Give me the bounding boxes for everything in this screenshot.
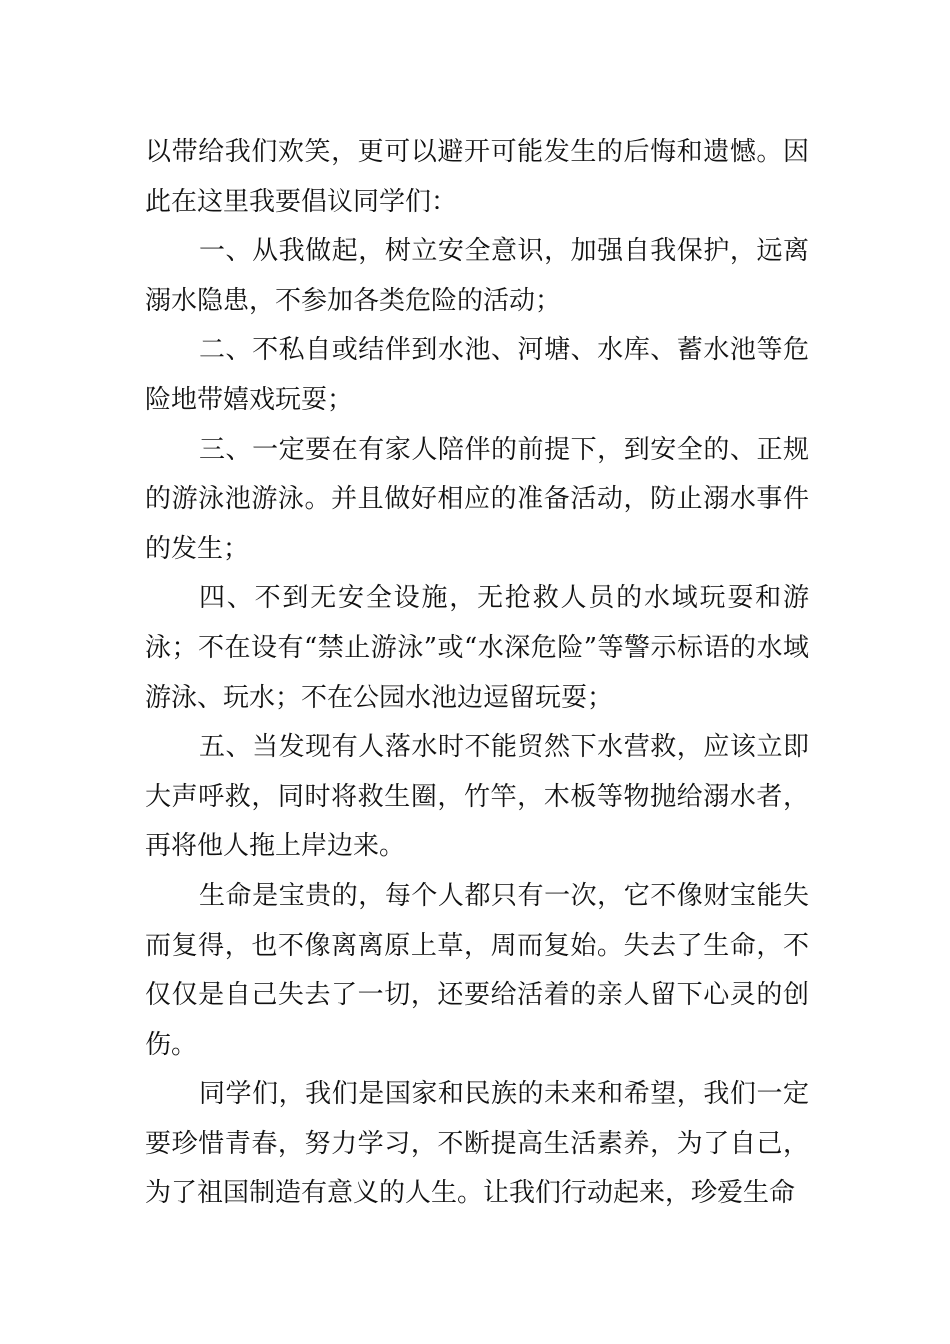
paragraph-closing: 同学们，我们是国家和民族的未来和希望，我们一定要珍惜青春，努力学习，不断提高生活素养，为了自己，为了祖国制造有意义的人生。让我们行动起来，珍爱生命 [145,1079,809,1209]
paragraph-item-1: 一、从我做起，树立安全意识，加强自我保护，远离溺水隐患，不参加各类危险的活动； [145,236,809,316]
paragraph-life-precious: 生命是宝贵的，每个人都只有一次，它不像财宝能失而复得，也不像离离原上草，周而复始。失去了生命，不仅仅是自己失去了一切，还要给活着的亲人留下心灵的创伤。 [145,880,809,1060]
paragraph-item-2: 二、不私自或结伴到水池、河塘、水库、蓄水池等危险地带嬉戏玩耍； [145,335,809,415]
paragraph-item-5: 五、当发现有人落水时不能贸然下水营救，应该立即大声呼救，同时将救生圈，竹竿，木板等物抛给溺水者，再将他人拖上岸边来。 [145,732,809,862]
paragraph-item-4: 四、不到无安全设施，无抢救人员的水域玩耍和游泳；不在设有“禁止游泳”或“水深危险”等警示标语的水域游泳、玩水；不在公园水池边逗留玩耍； [145,583,809,713]
paragraph-continuation: 以带给我们欢笑，更可以避开可能发生的后悔和遗憾。因此在这里我要倡议同学们： [145,137,809,217]
paragraph-item-3: 三、一定要在有家人陪伴的前提下，到安全的、正规的游泳池游泳。并且做好相应的准备活动，防止溺水事件的发生； [145,434,809,564]
document-body [145,128,809,1219]
